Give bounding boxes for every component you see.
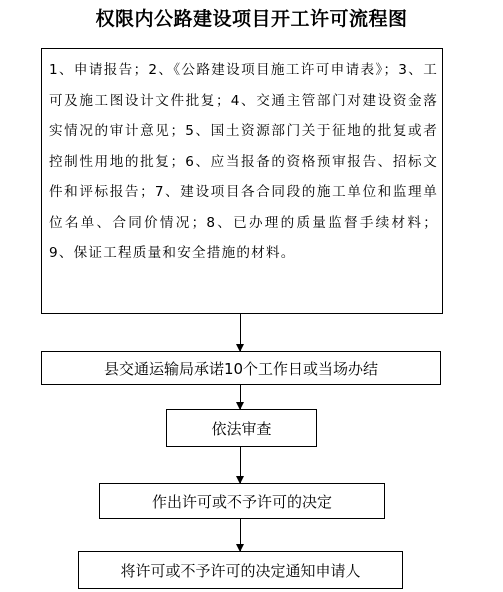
requirements-text: 1、申请报告；2、《公路建设项目施工许可申请表》；3、工可及施工图设计文件批复；4、交通主管部门对建设资金落实情况的审计意见；5、国土资源部门关于征地的批复或者控制性用地的批复；6、应当报备的资格预审报告、招标文件和评标报告；7、建设项目各合同段的施工单位和监理单位名单、合同价情况；8、已办理的质量监督手续材料；9、保证工程质量和安全措施的材料。 <box>49 62 438 261</box>
flow-arrow-1 <box>240 314 241 351</box>
step-label-commitment: 县交通运输局承诺10个工作日或当场办结 <box>103 359 379 378</box>
step-box-notify <box>78 551 403 589</box>
step-label-decision: 作出许可或不予许可的决定 <box>151 492 332 511</box>
step-box-review <box>166 409 317 447</box>
step-label-review: 依法审查 <box>211 419 272 438</box>
flow-arrow-2 <box>240 385 241 409</box>
flowchart-title: 权限内公路建设项目开工许可流程图 <box>95 8 408 30</box>
step-box-decision <box>99 483 385 519</box>
step-box-commitment <box>41 351 441 385</box>
step-label-notify: 将许可或不予许可的决定通知申请人 <box>120 561 361 580</box>
requirements-box <box>41 48 443 314</box>
flow-arrow-4 <box>240 519 241 551</box>
flow-arrow-3 <box>240 447 241 483</box>
